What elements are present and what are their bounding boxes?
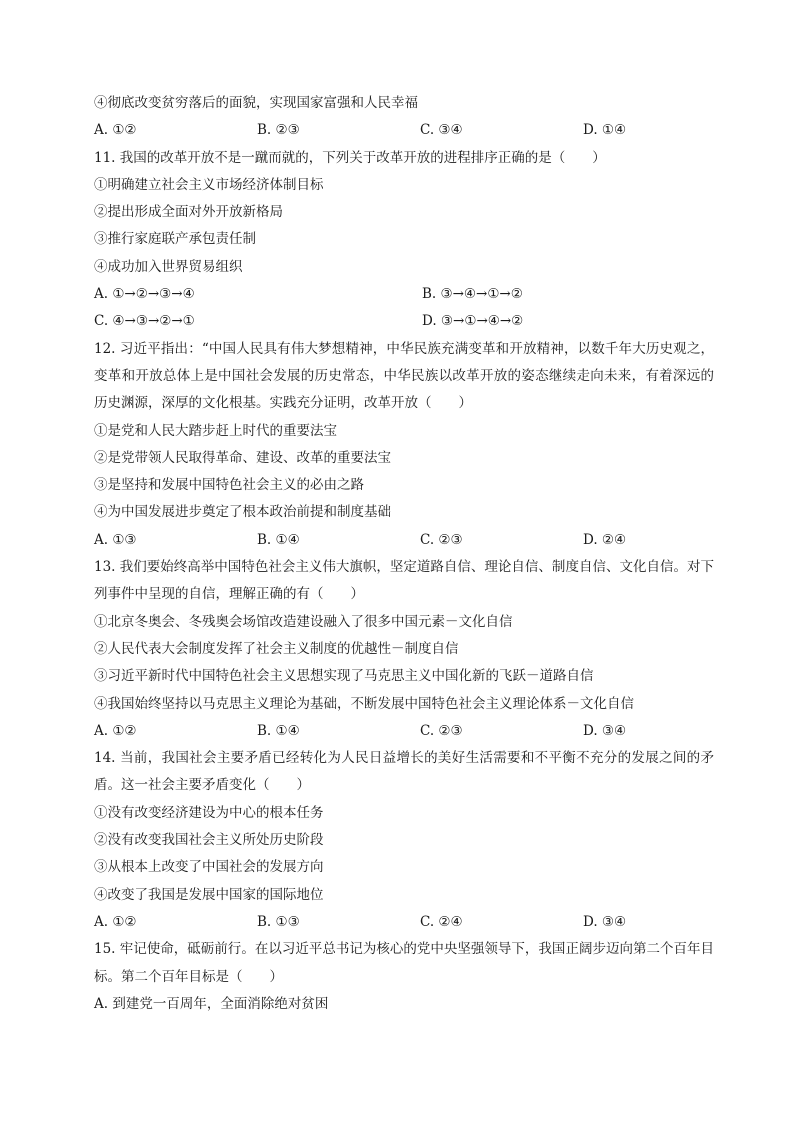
q10-option-d[interactable]: D. ①④ [583, 122, 627, 139]
q15-stem: 15. 牢记使命，砥砺前行。在以习近平总书记为核心的党中央坚强领导下，我国正阔步迈向第二个百年目标。第二个百年目标是（ ） [94, 941, 714, 985]
q11-item-3: ③推行家庭联产承包责任制 [94, 231, 256, 248]
q13-options [94, 718, 714, 745]
q11-option-d[interactable]: D. ③→①→④→② [422, 313, 524, 330]
q12-item-4: ④为中国发展进步奠定了根本政治前提和制度基础 [94, 504, 391, 521]
q13-option-a[interactable]: A. ①② [94, 722, 137, 739]
q10-option-c[interactable]: C. ③④ [420, 122, 463, 139]
q13-option-b[interactable]: B. ①④ [257, 722, 300, 739]
q12-stem: 12. 习近平指出：“中国人民具有伟大梦想精神，中华民族充满变革和开放精神，以数千年大历史观之，变革和开放总体上是中国社会发展的历史常态，中华民族以改革开放的姿态继续走向未来，有着深远的历史渊源，深厚的文化根基。实践充分证明，改革开放（ ） [94, 340, 714, 412]
q10-item-4: ④彻底改变贫穷落后的面貌，实现国家富强和人民幸福 [94, 95, 418, 111]
q12-option-d[interactable]: D. ②④ [583, 531, 627, 548]
q14-options [94, 909, 714, 936]
q12-option-c[interactable]: C. ②③ [420, 531, 463, 548]
q10-option-b[interactable]: B. ②③ [257, 122, 300, 139]
q13-option-d[interactable]: D. ③④ [583, 722, 627, 739]
q11-options-row-1 [94, 281, 714, 308]
q14-item-1: ①没有改变经济建设为中心的根本任务 [94, 804, 324, 821]
q12-option-a[interactable]: A. ①③ [94, 531, 137, 548]
q14-item-3: ③从根本上改变了中国社会的发展方向 [94, 859, 324, 876]
q14-option-a[interactable]: A. ①② [94, 913, 137, 930]
q15-option-a[interactable]: A. 到建党一百周年，全面消除绝对贫困 [94, 995, 329, 1012]
q13-item-3: ③习近平新时代中国特色社会主义思想实现了马克思主义中国化新的飞跃－道路自信 [94, 668, 594, 685]
q11-stem: 11. 我国的改革开放不是一蹴而就的，下列关于改革开放的进程排序正确的是（ ） [94, 149, 606, 166]
q12-options [94, 527, 714, 554]
q14-item-4: ④改变了我国是发展中国家的国际地位 [94, 886, 324, 903]
q12-option-b[interactable]: B. ①④ [257, 531, 300, 548]
q11-options-row-2 [94, 308, 714, 335]
q13-item-1: ①北京冬奥会、冬残奥会场馆改造建设融入了很多中国元素－文化自信 [94, 613, 513, 630]
q11-option-c[interactable]: C. ④→③→②→① [94, 313, 195, 330]
exam-page [94, 90, 714, 1018]
q12-item-1: ①是党和人民大踏步赶上时代的重要法宝 [94, 422, 337, 439]
q12-item-2: ②是党带领人民取得革命、建设、改革的重要法宝 [94, 449, 391, 466]
q12-item-3: ③是坚持和发展中国特色社会主义的必由之路 [94, 477, 364, 494]
q13-stem: 13. 我们要始终高举中国特色社会主义伟大旗帜，坚定道路自信、理论自信、制度自信、文化自信。对下列事件中呈现的自信，理解正确的有（ ） [94, 559, 714, 603]
q11-item-2: ②提出形成全面对外开放新格局 [94, 204, 283, 221]
q11-option-a[interactable]: A. ①→②→③→④ [94, 286, 195, 303]
q13-item-2: ②人民代表大会制度发挥了社会主义制度的优越性－制度自信 [94, 640, 459, 657]
q13-item-4: ④我国始终坚持以马克思主义理论为基础，不断发展中国特色社会主义理论体系－文化自信 [94, 695, 634, 712]
q10-options [94, 117, 714, 144]
q14-option-d[interactable]: D. ③④ [583, 913, 627, 930]
q14-stem: 14. 当前，我国社会主要矛盾已经转化为人民日益增长的美好生活需要和不平衡不充分的发展之间的矛盾。这一社会主要矛盾变化（ ） [94, 750, 714, 794]
q14-item-2: ②没有改变我国社会主义所处历史阶段 [94, 832, 324, 849]
q11-option-b[interactable]: B. ③→④→①→② [422, 286, 523, 303]
q14-option-c[interactable]: C. ②④ [420, 913, 463, 930]
q11-item-1: ①明确建立社会主义市场经济体制目标 [94, 176, 324, 193]
q10-option-a[interactable]: A. ①② [94, 122, 137, 139]
q11-item-4: ④成功加入世界贸易组织 [94, 258, 243, 275]
q13-option-c[interactable]: C. ②③ [420, 722, 463, 739]
q14-option-b[interactable]: B. ①③ [257, 913, 300, 930]
